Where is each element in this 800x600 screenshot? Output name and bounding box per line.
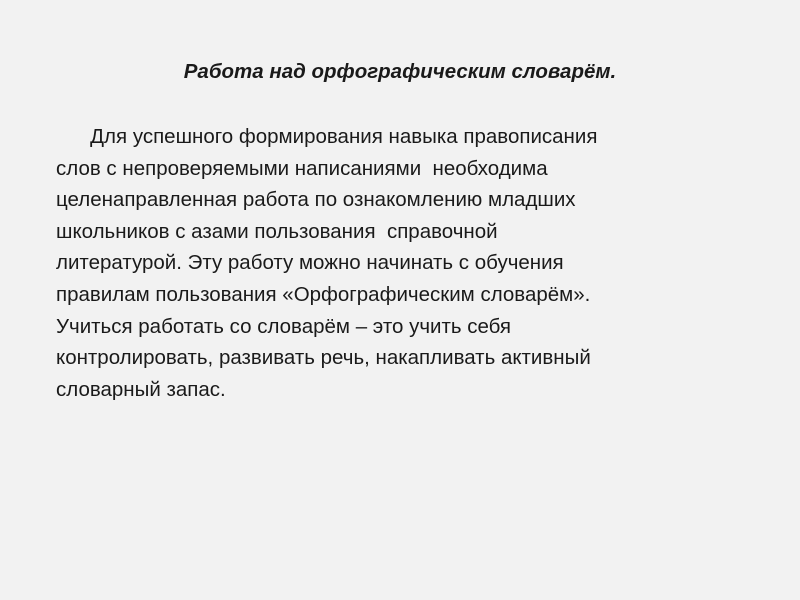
slide-body [56,121,756,405]
body-line: школьников с азами пользования справочной [56,219,498,243]
body-line: словарный запас. [56,377,226,401]
body-line: литературой. Эту работу можно начинать с обучения [56,251,564,275]
body-line: правилам пользования «Орфографическим словарём». [56,282,591,306]
body-line: Учиться работать со словарём – это учить себя [56,314,512,338]
body-line: целенаправленная работа по ознакомлению младших [56,188,576,212]
body-line: Для успешного формирования навыка правописания [56,125,598,148]
body-line: контролировать, развивать речь, накапливать активный [56,346,591,370]
slide-title: Работа над орфографическим словарём. [183,60,617,83]
body-line: слов с непроверяемыми написаниями необходима [56,156,548,180]
